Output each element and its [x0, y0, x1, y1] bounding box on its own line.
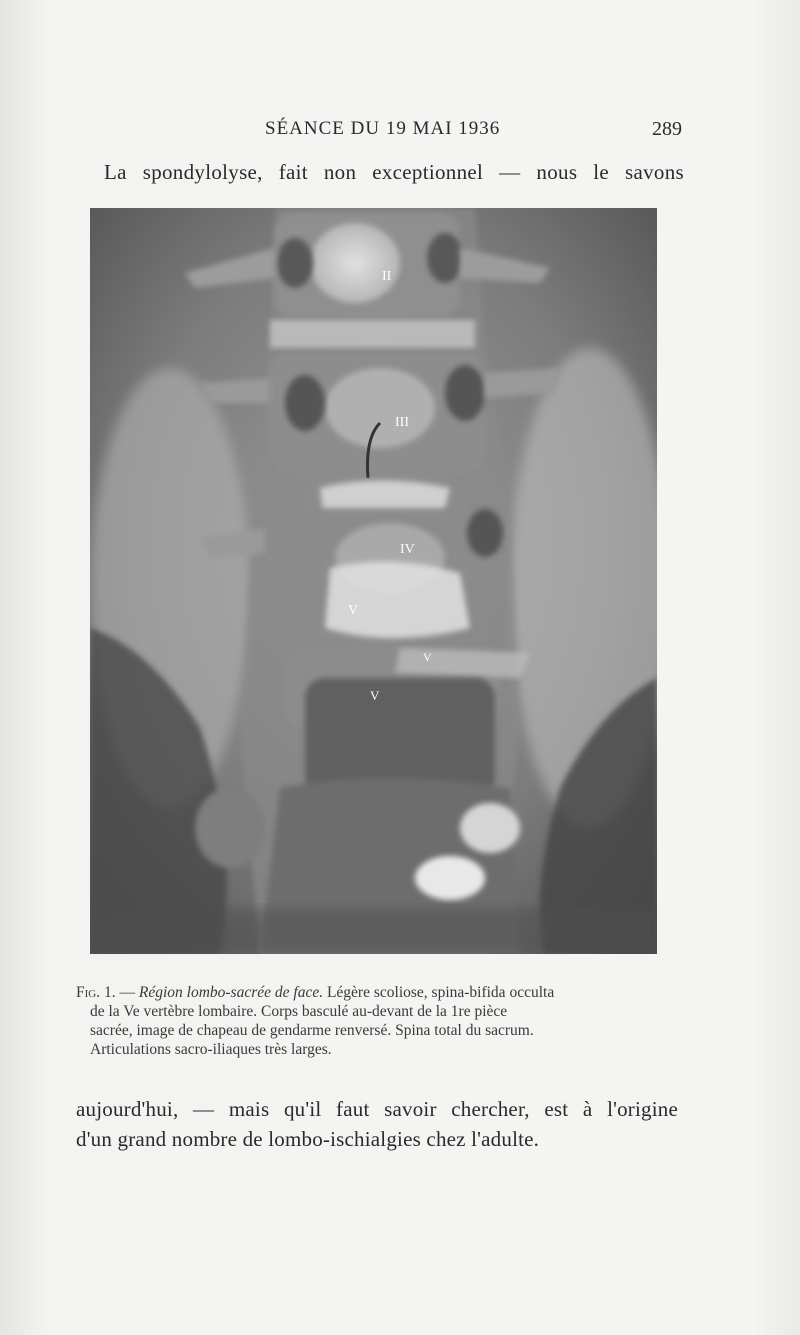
page-number: 289 [652, 118, 682, 140]
caption-label: Fig. 1. [76, 984, 116, 1001]
caption-line-2: de la Ve vertèbre lombaire. Corps basculé au-devant de la 1re pièce [90, 1003, 508, 1020]
label-vertebra-3: III [395, 415, 409, 430]
body-paragraph [76, 1094, 678, 1154]
caption-line-3: sacrée, image de chapeau de gendarme renversé. Spina total du sacrum. [90, 1022, 534, 1039]
running-title-month: MAI [412, 118, 453, 139]
label-vertebra-4: IV [400, 542, 415, 557]
body-paragraph-line-1: aujourd'hui, — mais qu'il faut savoir chercher, est à l'origine [76, 1097, 678, 1121]
body-paragraph-line-2: d'un grand nombre de lombo-ischialgies chez l'adulte. [76, 1127, 540, 1151]
body-text-top: La spondylolyse, fait non exceptionnel — nous le savons [104, 160, 684, 184]
label-vertebra-5a: V [348, 603, 359, 618]
running-title-part1: SÉANCE DU 19 [265, 118, 413, 139]
label-vertebra-5b: V [423, 650, 432, 664]
caption-line-1 [76, 983, 676, 1002]
caption-title: Région lombo-sacrée de face. [138, 984, 324, 1001]
running-title [265, 118, 500, 140]
label-vertebra-5c: V [370, 688, 380, 703]
xray-figure [90, 208, 657, 954]
running-title-year: 1936 [452, 118, 501, 139]
caption-dash: — [115, 984, 139, 1001]
label-vertebra-2: II [382, 269, 392, 284]
running-head [90, 118, 690, 146]
figure-caption [76, 983, 676, 1059]
caption-line-1-rest: Légère scoliose, spina-bifida occulta [323, 984, 555, 1001]
caption-line-4: Articulations sacro-iliaques très larges. [90, 1041, 332, 1058]
xray-image [90, 208, 657, 954]
